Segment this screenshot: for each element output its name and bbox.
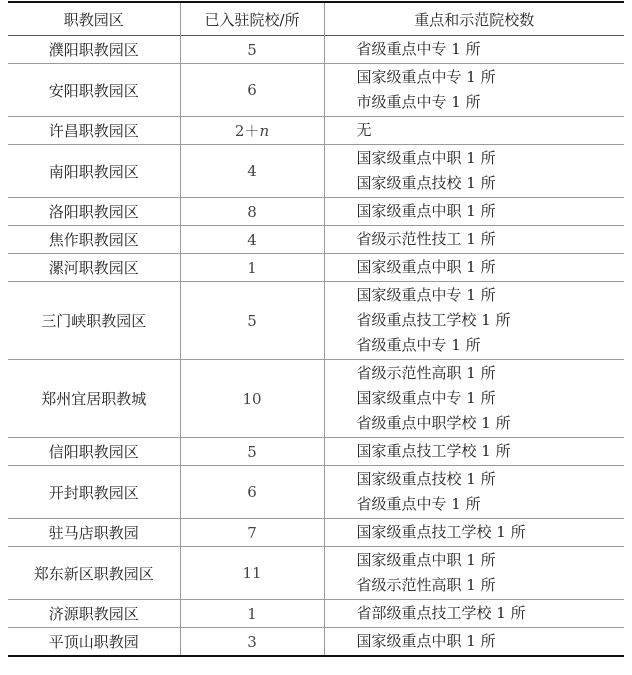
school-count-cell [180, 145, 324, 198]
school-count-value: 5 [247, 311, 257, 330]
key-school-entry: 省级重点中专 1 所 [356, 495, 481, 513]
table-row [8, 145, 624, 198]
key-school-entry: 省级示范性高职 1 所 [356, 576, 496, 594]
school-count-cell [180, 226, 324, 254]
school-count-cell [180, 547, 324, 600]
key-school-entry: 国家级重点中专 1 所 [356, 286, 496, 304]
key-schools-cell [324, 64, 624, 117]
school-count-cell [180, 466, 324, 519]
park-name-cell: 许昌职教园区 [48, 122, 139, 140]
table-row [8, 226, 624, 254]
vocational-parks-table [8, 1, 624, 657]
table-row [8, 628, 624, 657]
park-name-cell: 洛阳职教园区 [48, 203, 139, 221]
key-school-entry: 国家级重点中职 1 所 [356, 202, 496, 220]
key-school-entry: 国家级重点中职 1 所 [356, 149, 496, 167]
school-count-value: 1 [247, 604, 257, 623]
key-school-entry: 省部级重点技工学校 1 所 [356, 604, 526, 622]
table-row [8, 36, 624, 64]
park-name-cell: 信阳职教园区 [48, 443, 139, 461]
table-row [8, 64, 624, 117]
key-schools-cell [324, 360, 624, 438]
park-name-cell: 济源职教园区 [48, 605, 139, 623]
key-school-entry: 国家级重点中职 1 所 [356, 632, 496, 650]
key-school-entry: 省级重点技工学校 1 所 [356, 311, 511, 329]
key-school-entry: 国家级重点技校 1 所 [356, 470, 496, 488]
key-schools-cell [324, 198, 624, 226]
table-row [8, 282, 624, 360]
key-school-entry: 国家级重点技工学校 1 所 [356, 523, 526, 541]
vocational-parks-table-container [8, 1, 624, 657]
school-count-cell [180, 438, 324, 466]
key-school-entry: 国家级重点中职 1 所 [356, 258, 496, 276]
key-school-entry: 省级示范性技工 1 所 [356, 230, 496, 248]
table-row [8, 466, 624, 519]
park-name-cell: 濮阳职教园区 [48, 41, 139, 59]
school-count-value: 4 [247, 230, 257, 249]
key-schools-cell [324, 547, 624, 600]
key-schools-cell [324, 36, 624, 64]
park-name-cell: 郑东新区职教园区 [33, 564, 154, 583]
header-school-count: 已入驻院校/所 [180, 2, 324, 36]
school-count-value: 3 [247, 632, 257, 651]
key-school-entry: 省级重点中专 1 所 [356, 336, 481, 354]
park-name-cell: 驻马店职教园 [48, 524, 139, 542]
school-count-value: 2＋ [234, 122, 260, 140]
table-row [8, 438, 624, 466]
key-schools-cell [324, 438, 624, 466]
table-header [8, 2, 624, 36]
key-school-entry: 国家级重点技校 1 所 [356, 174, 496, 192]
school-count-cell [180, 360, 324, 438]
school-count-value: 8 [247, 202, 257, 221]
park-name-cell: 安阳职教园区 [48, 81, 139, 100]
school-count-cell [180, 600, 324, 628]
school-count-value: 5 [247, 442, 257, 461]
key-schools-cell [324, 282, 624, 360]
school-count-cell [180, 254, 324, 282]
park-name-cell: 焦作职教园区 [48, 231, 139, 249]
key-school-entry: 无 [356, 121, 372, 139]
header-park-name: 职教园区 [63, 10, 124, 29]
school-count-value: 10 [242, 389, 262, 408]
school-count-cell [180, 198, 324, 226]
key-school-entry: 国家重点技工学校 1 所 [356, 442, 511, 460]
table-row [8, 547, 624, 600]
key-school-entry: 国家级重点中职 1 所 [356, 551, 496, 569]
key-school-entry: 国家级重点中专 1 所 [356, 389, 496, 407]
key-schools-cell [324, 117, 624, 145]
key-school-entry: 省级重点中专 1 所 [356, 40, 481, 58]
school-count-variable: n [259, 122, 270, 140]
park-name-cell: 平顶山职教园 [48, 633, 139, 651]
school-count-value: 1 [247, 258, 257, 277]
key-school-entry: 省级重点中职学校 1 所 [356, 414, 511, 432]
header-row [8, 2, 624, 36]
key-schools-cell [324, 254, 624, 282]
school-count-value: 5 [247, 40, 257, 59]
park-name-cell: 开封职教园区 [48, 483, 139, 502]
table-row [8, 600, 624, 628]
key-schools-cell [324, 226, 624, 254]
key-schools-cell [324, 466, 624, 519]
school-count-value: 11 [242, 564, 262, 582]
school-count-cell [180, 117, 324, 145]
key-school-entry: 省级示范性高职 1 所 [356, 364, 496, 382]
table-body [8, 36, 624, 657]
table-row [8, 360, 624, 438]
table-row [8, 519, 624, 547]
key-schools-cell [324, 145, 624, 198]
school-count-cell [180, 519, 324, 547]
park-name-cell: 三门峡职教园区 [41, 312, 147, 330]
key-school-entry: 市级重点中专 1 所 [356, 93, 481, 111]
school-count-value: 7 [247, 523, 257, 542]
park-name-cell: 漯河职教园区 [48, 259, 139, 277]
key-schools-cell [324, 600, 624, 628]
park-name-cell: 郑州宜居职教城 [41, 390, 147, 408]
key-schools-cell [324, 519, 624, 547]
school-count-value: 4 [247, 162, 257, 180]
key-schools-cell [324, 628, 624, 657]
school-count-cell [180, 282, 324, 360]
school-count-cell [180, 64, 324, 117]
school-count-cell [180, 628, 324, 657]
school-count-value: 6 [247, 483, 257, 501]
school-count-value: 6 [247, 81, 257, 99]
table-row [8, 198, 624, 226]
key-school-entry: 国家级重点中专 1 所 [356, 68, 496, 86]
school-count-cell [180, 36, 324, 64]
table-row [8, 117, 624, 145]
header-key-schools: 重点和示范院校数 [324, 2, 624, 36]
table-row [8, 254, 624, 282]
park-name-cell: 南阳职教园区 [48, 162, 139, 181]
